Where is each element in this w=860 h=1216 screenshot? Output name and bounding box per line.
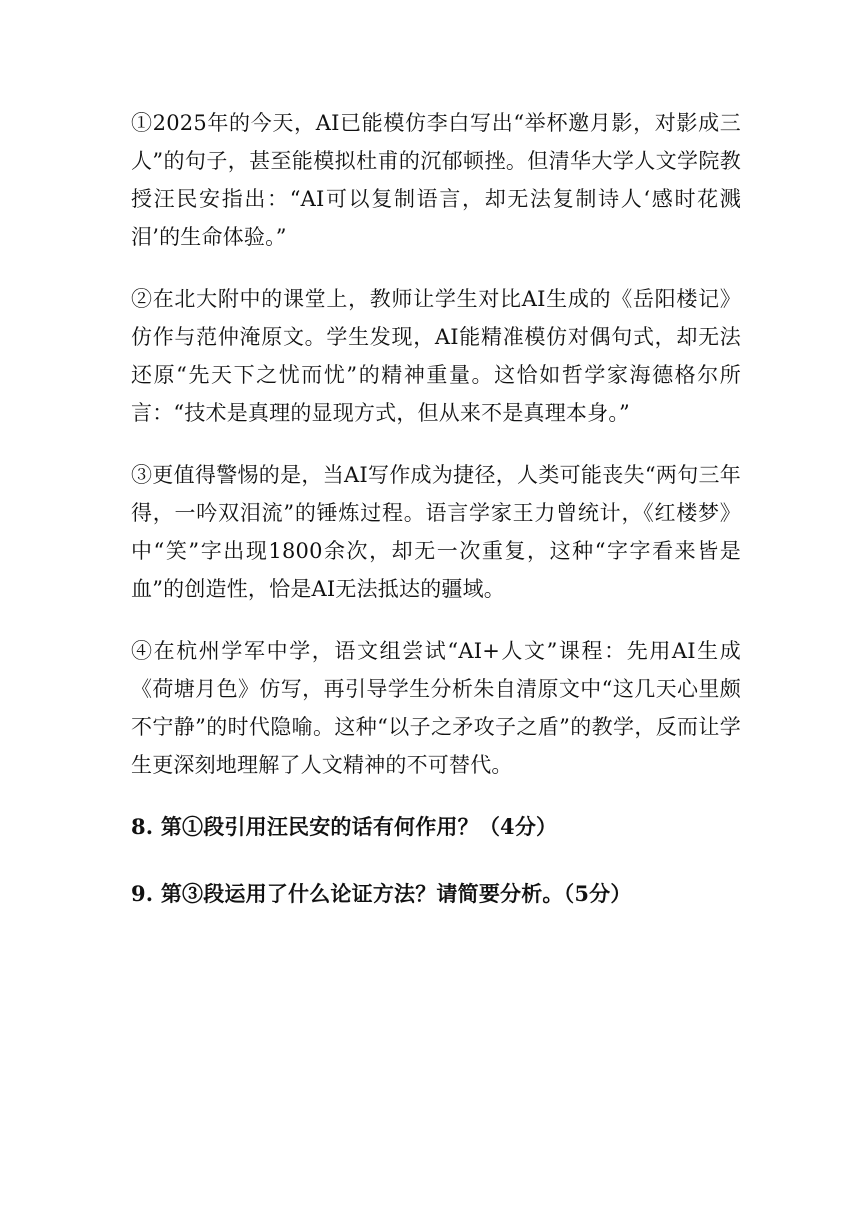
paragraph-2: ②在北大附中的课堂上，教师让学生对比AI生成的《岳阳楼记》仿作与范仲淹原文。学生发现，AI能精准模仿对偶句式，却无法还原“先天下之忧而忧”的精神重量。这恰如哲学家海德格尔所言：“技术是真理的显现方式，但从来不是真理本身。” xyxy=(131,287,741,425)
paragraph-3: ③更值得警惕的是，当AI写作成为捷径，人类可能丧失“两句三年得，一吟双泪流”的锤炼过程。语言学家王力曾统计，《红楼梦》中“笑”字出现1800余次，却无一次重复，这种“字字看来皆是血”的创造性，恰是AI无法抵达的疆域。 xyxy=(131,463,741,601)
paragraph-1: ①2025年的今天，AI已能模仿李白写出“举杯邀月影，对影成三人”的句子，甚至能模拟杜甫的沉郁顿挫。但清华大学人文学院教授汪民安指出：“AI可以复制语言，却无法复制诗人‘感时花溅泪’的生命体验。” xyxy=(131,111,741,249)
question-spacer xyxy=(131,846,741,875)
document-page xyxy=(131,104,741,913)
question-9: 9. 第③段运用了什么论证方法？请简要分析。（5分） xyxy=(131,881,632,906)
question-8: 8. 第①段引用汪民安的话有何作用？（4分） xyxy=(131,814,558,839)
paragraph-4: ④在杭州学军中学，语文组尝试“AI+人文”课程：先用AI生成《荷塘月色》仿写，再引导学生分析朱自清原文中“这几天心里颇不宁静”的时代隐喻。这种“以子之矛攻子之盾”的教学，反而让学生更深刻地理解了人文精神的不可替代。 xyxy=(131,639,741,777)
